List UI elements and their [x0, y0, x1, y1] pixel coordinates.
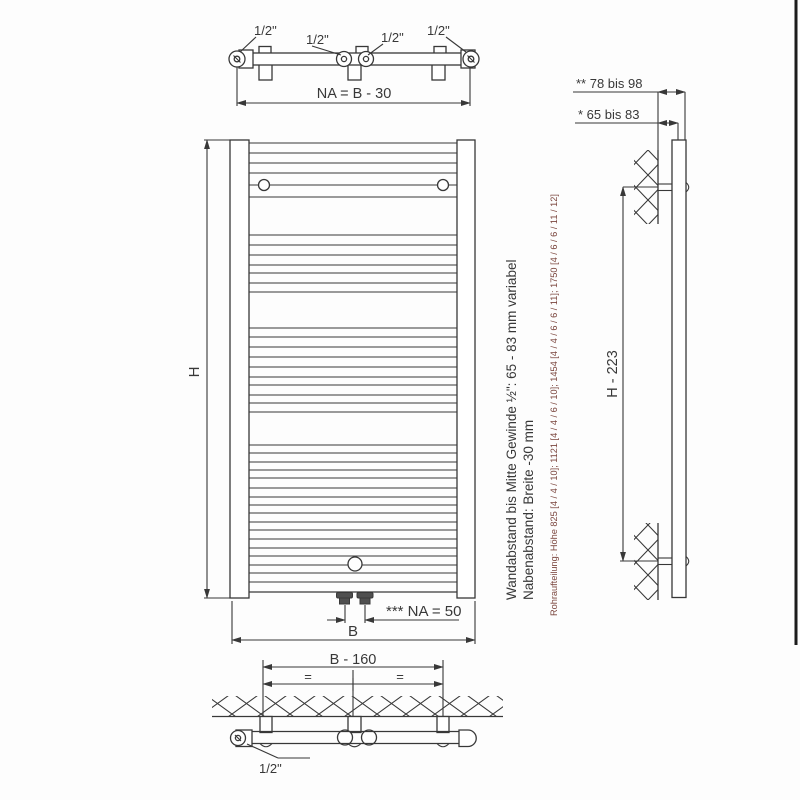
note-wall-distance: Wandabstand bis Mitte Gewinde ½": 65 - 83 mm variabel	[504, 259, 519, 600]
bracket-center	[348, 717, 361, 733]
valve-body-right	[360, 598, 370, 604]
top-conn2-label: 1/2"	[306, 32, 329, 47]
side-dim-outer-label: ** 78 bis 98	[576, 76, 643, 91]
front-view	[186, 140, 475, 644]
top-conn1-label: 1/2"	[254, 23, 277, 38]
bottom-b160-label: B - 160	[329, 652, 377, 668]
top-view-leg-left	[259, 64, 272, 80]
top-view-leg-center	[348, 64, 361, 80]
top-conn3-label: 1/2"	[381, 30, 404, 45]
front-na50-label: *** NA = 50	[386, 603, 462, 620]
top-na-dimension-label: NA = B - 30	[316, 86, 392, 102]
note-hub-distance: Nabenabstand: Breite -30 mm	[521, 419, 536, 600]
mount-hole-right-icon	[438, 180, 449, 191]
side-h223-label: H - 223	[605, 350, 621, 398]
top-view-valve-center-right-screw	[363, 56, 368, 61]
top-view-valve-center-left-screw	[341, 56, 346, 61]
notes	[504, 194, 559, 616]
top-view	[229, 23, 479, 106]
front-collector-left	[230, 140, 249, 598]
equal-left-label: =	[304, 669, 312, 684]
front-b-label: B	[347, 623, 359, 640]
bottom-conn-label: 1/2"	[259, 761, 282, 776]
bottom-end-cap-right	[459, 730, 476, 747]
bracket-right	[437, 717, 449, 733]
note-tube-layout: Rohraufteilung: Höhe 825 [4 / 4 / 10]; 1121 [4 / 4 / 6 / 10]; 1454 [4 / 4 / 6 / 6 / 11]; 1750 [4 / 6 / 6 / 11 / 12]	[549, 194, 559, 616]
side-radiator-profile	[672, 140, 686, 598]
boss-center-left-icon	[338, 730, 353, 745]
radiator-rungs	[249, 143, 457, 582]
front-collector-right	[457, 140, 475, 598]
wall-hatch	[212, 696, 503, 717]
valve-cap-left	[337, 593, 353, 599]
equal-right-label: =	[396, 669, 404, 684]
bottom-view	[212, 652, 503, 776]
top-conn4-label: 1/2"	[427, 23, 450, 38]
top-view-tube	[244, 53, 470, 65]
boss-center-right-icon	[362, 730, 377, 745]
bracket-left	[260, 717, 272, 733]
leader-line	[446, 37, 466, 52]
drain-plug-icon	[348, 557, 362, 571]
top-view-leg-right	[432, 64, 445, 80]
side-dim-inner-label: * 65 bis 83	[578, 107, 640, 122]
mount-hole-left-icon	[259, 180, 270, 191]
valve-cap-right	[357, 593, 373, 599]
front-h-label: H	[186, 366, 203, 378]
side-view	[573, 76, 689, 600]
valve-body-left	[340, 598, 350, 604]
